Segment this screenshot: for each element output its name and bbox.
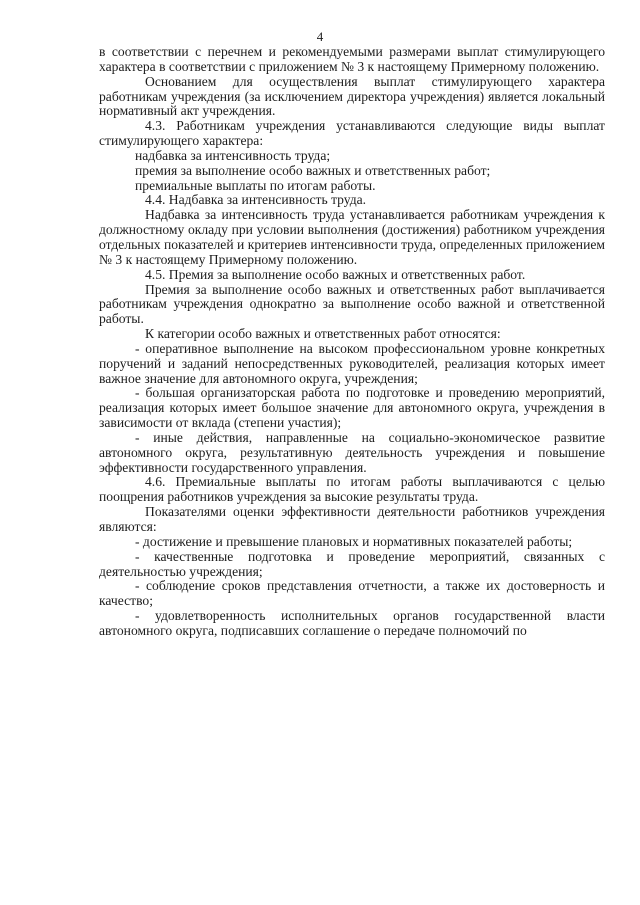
document-body — [99, 45, 605, 639]
list-item: премия за выполнение особо важных и ответственных работ; — [135, 162, 491, 178]
paragraph: Показателями оценки эффективности деятельности работников учреждения являются: — [99, 504, 605, 534]
section-4-6-paragraph: 4.6. Премиальные выплаты по итогам работы выплачиваются с целью поощрения работников учреждения за высокие результаты труда. — [99, 474, 605, 505]
paragraph: Надбавка за интенсивность труда устанавливается работникам учреждения к должностному окладу при условии выполнения (достижения) работником учреждения отдельных показателей и критериев интенсивности труда, определенных приложением № 3 к настоящему Примерному положению. — [99, 207, 605, 267]
list-item: - достижение и превышение плановых и нормативных показателей работы; — [135, 533, 573, 549]
paragraph: К категории особо важных и ответственных работ относятся: — [145, 326, 501, 342]
section-4-5-heading: 4.5. Премия за выполнение особо важных и ответственных работ. — [145, 266, 526, 282]
paragraph: Премия за выполнение особо важных и ответственных работ выплачивается работникам учреждения однократно за выполнение особо важной и ответственной работы. — [99, 281, 605, 327]
list-item: - большая организаторская работа по подготовке и проведению мероприятий, реализация которых имеет большое значение для автономного округа, учреждения в зависимости от вклада (степени участия); — [99, 385, 605, 431]
list-item: надбавка за интенсивность труда; — [135, 147, 331, 163]
list-item: - оперативное выполнение на высоком профессиональном уровне конкретных поручений и заданий непосредственных руководителей, реализация которых имеет важное значение для автономного округа, учреждения; — [99, 340, 605, 386]
section-4-3-paragraph: 4.3. Работникам учреждения устанавливаются следующие виды выплат стимулирующего характера: — [99, 118, 605, 149]
paragraph: Основанием для осуществления выплат стимулирующего характера работникам учреждения (за исключением директора учреждения) является локальный нормативный акт учреждения. — [99, 73, 605, 119]
list-item: премиальные выплаты по итогам работы. — [135, 177, 376, 193]
page-number: 4 — [316, 29, 324, 44]
paragraph: в соответствии с перечнем и рекомендуемыми размерами выплат стимулирующего характера в соответствии с приложением № 3 к настоящему Примерному положению. — [99, 44, 605, 74]
list-item: - качественные подготовка и проведение мероприятий, связанных с деятельностью учреждения; — [99, 548, 605, 579]
list-item: - удовлетворенность исполнительных органов государственной власти автономного округа, подписавших соглашение о передаче полномочий по — [99, 608, 605, 638]
list-item: - соблюдение сроков представления отчетности, а также их достоверность и качество; — [99, 578, 605, 609]
list-item: - иные действия, направленные на социально-экономическое развитие автономного округа, результативную деятельность учреждения и повышение эффективности государственного управления. — [99, 429, 605, 475]
section-4-4-heading: 4.4. Надбавка за интенсивность труда. — [145, 192, 367, 208]
